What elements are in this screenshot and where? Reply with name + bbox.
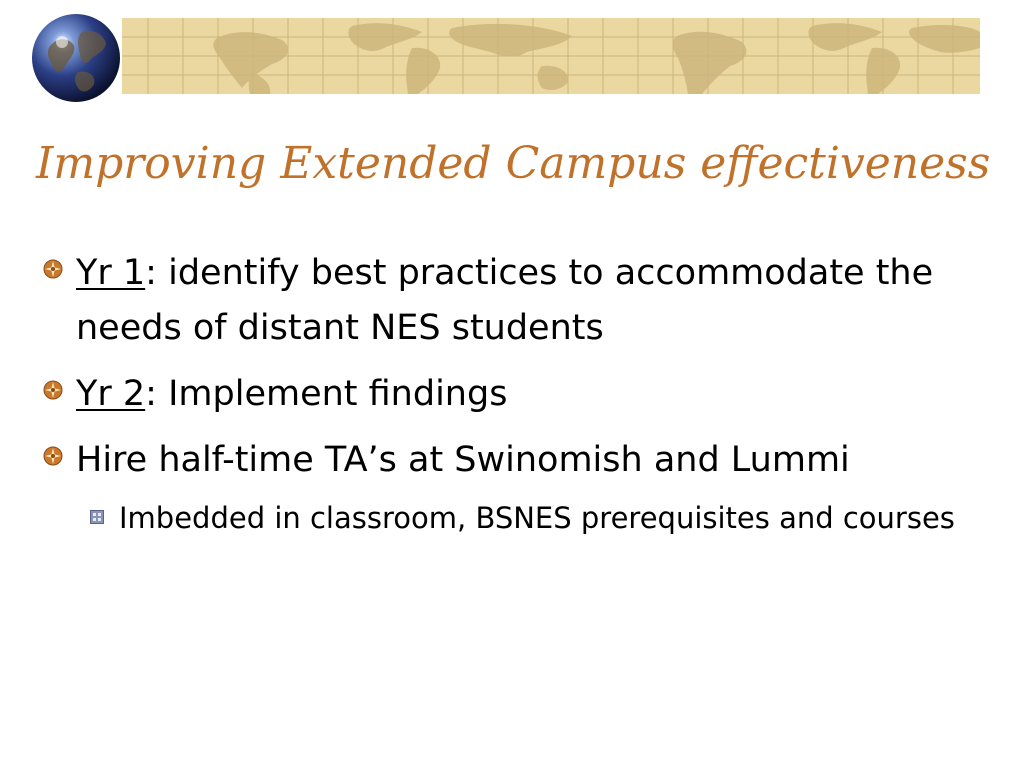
sub-bullet-text: Imbedded in classroom, BSNES prerequisites and courses [119,501,955,535]
compass-rose-icon [43,259,63,279]
bullet-item [36,246,996,356]
bullet-text: : identify best practices to accommodate the needs of distant NES students [76,253,934,348]
world-map-banner [122,18,980,94]
bullet-text: : Implement findings [145,374,508,414]
bullet-text: Hire half-time TA’s at Swinomish and Lummi [76,440,850,480]
compass-rose-icon [43,446,63,466]
world-map-graphic [122,18,980,94]
year-one-link[interactable]: Yr 1 [76,253,146,293]
year-two-link[interactable]: Yr 2 [76,374,146,414]
sub-bullet-item [36,495,996,541]
slide-title: Improving Extended Campus effectiveness [36,138,991,189]
compass-rose-icon [43,380,63,400]
bullet-item [36,367,996,422]
bullet-item [36,433,996,488]
bullet-list [36,246,996,541]
square-bullet-icon [90,510,104,524]
globe-icon [30,12,122,104]
